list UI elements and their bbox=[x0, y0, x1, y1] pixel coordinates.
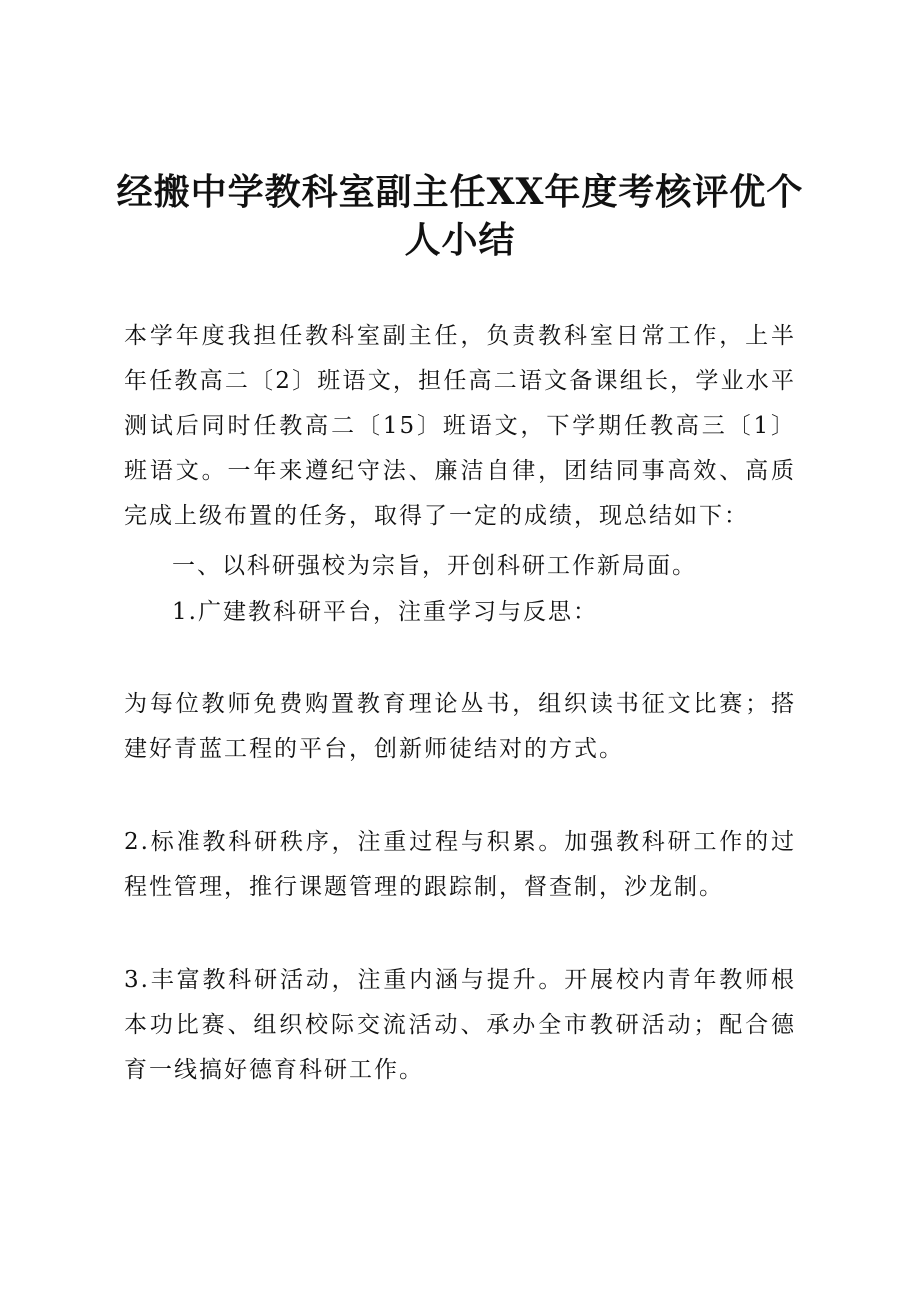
section-1-item-1-heading: 1.广建教科研平台，注重学习与反思： bbox=[172, 599, 598, 625]
section-1-item-1-body: 为每位教师免费购置教育理论丛书，组织读书征文比赛；搭建好青蓝工程的平台，创新师徒结对的方式。 bbox=[124, 691, 796, 762]
intro-paragraph: 本学年度我担任教科室副主任，负责教科室日常工作，上半年任教高二〔2〕班语文，担任高二语文备课组长，学业水平测试后同时任教高二〔15〕班语文，下学期任教高三〔1〕班语文。一年来遵纪守法、廉洁自律，团结同事高效、高质完成上级布置的任务，取得了一定的成绩，现总结如下： bbox=[124, 323, 796, 529]
section-1-item-2-paragraph: 2.标准教科研秩序，注重过程与积累。加强教科研工作的过程性管理，推行课题管理的跟踪制，督查制，沙龙制。 bbox=[124, 829, 796, 900]
section-1-item-3-paragraph: 3.丰富教科研活动，注重内涵与提升。开展校内青年教师根本功比赛、组织校际交流活动、承办全市教研活动；配合德育一线搞好德育科研工作。 bbox=[124, 967, 796, 1083]
document-title: 经搬中学教科室副主任XX年度考核评优个人小结 bbox=[116, 171, 804, 261]
section-1-heading: 一、以科研强校为宗旨，开创科研工作新局面。 bbox=[172, 553, 697, 579]
